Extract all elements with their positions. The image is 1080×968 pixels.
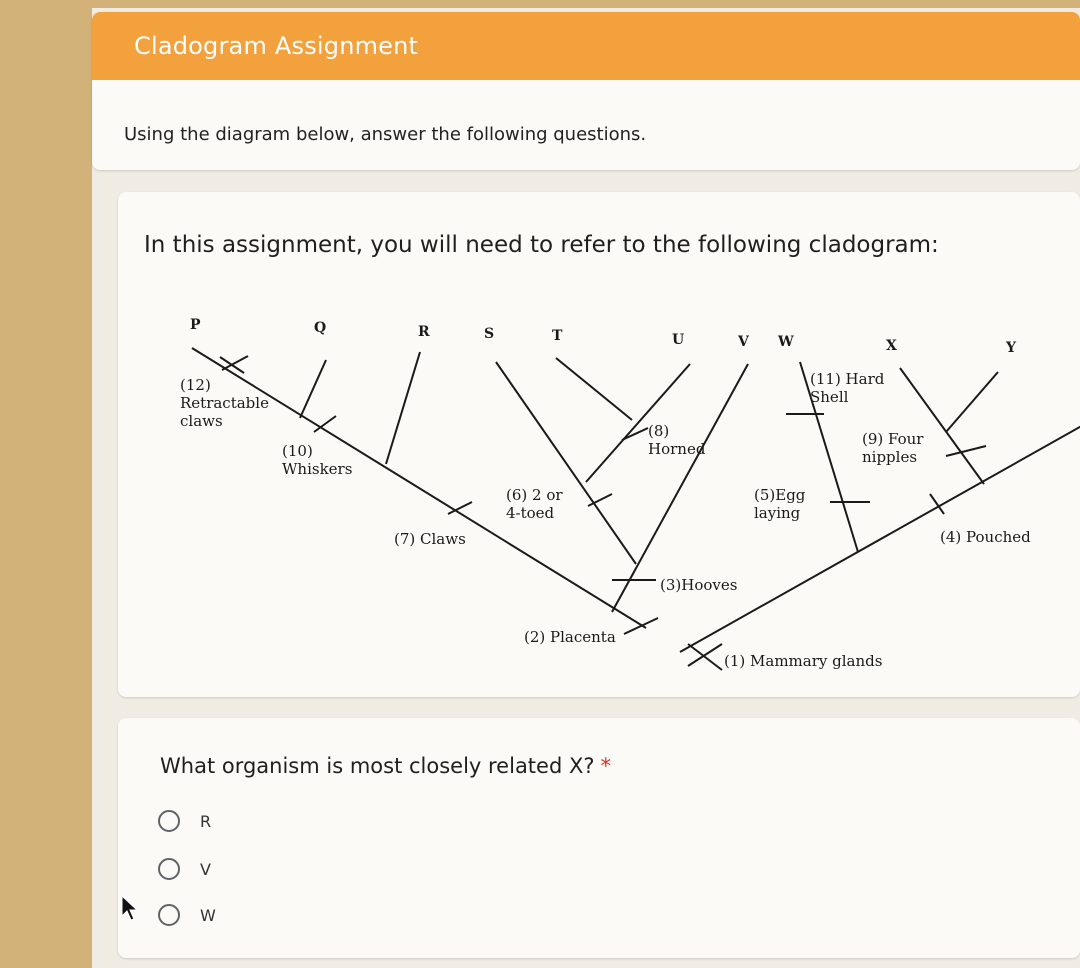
branch-y xyxy=(946,372,998,432)
trait-label-10: (10) xyxy=(282,442,313,460)
branch-u xyxy=(586,364,690,482)
trait-label-6: (6) 2 or xyxy=(506,486,563,504)
trait-mark-9 xyxy=(946,446,986,456)
section-intro-text: In this assignment, you will need to refer to the following cladogram: xyxy=(144,232,939,258)
trait-label-9-line2: nipples xyxy=(862,448,918,466)
form-description: Using the diagram below, answer the following questions. xyxy=(124,124,647,145)
trait-label-11: (11) Hard xyxy=(810,370,885,388)
branch-q xyxy=(300,360,326,418)
cladogram-lines xyxy=(192,348,1080,670)
taxon-v: V xyxy=(738,334,749,350)
trait-label-8: (8) xyxy=(648,422,670,440)
option-label: R xyxy=(200,811,212,831)
trait-label-5: (5)Egg xyxy=(754,486,806,504)
trait-label-12: (12) xyxy=(180,376,211,394)
branch-t xyxy=(556,358,632,420)
trait-mark-8 xyxy=(622,428,648,440)
taxon-r: R xyxy=(418,324,430,340)
radio-button[interactable] xyxy=(158,810,180,832)
form-header-bar xyxy=(92,12,1080,80)
trait-label-11-line2: Shell xyxy=(810,388,849,406)
trait-label-1: (1) Mammary glands xyxy=(724,652,883,670)
branch-x xyxy=(900,368,984,484)
taxon-x: X xyxy=(886,338,897,354)
option-label: W xyxy=(200,905,216,925)
trait-label-12-line3: claws xyxy=(180,412,223,430)
trait-mark-2 xyxy=(624,618,658,634)
branch-s xyxy=(496,362,636,564)
taxon-w: W xyxy=(778,334,794,350)
form-title: Cladogram Assignment xyxy=(134,32,419,60)
trait-label-3: (3)Hooves xyxy=(660,576,738,594)
taxon-s: S xyxy=(484,326,495,342)
option-r[interactable] xyxy=(158,810,211,832)
diagram-section-card xyxy=(118,192,1080,697)
taxon-q: Q xyxy=(314,320,327,336)
question-text: What organism is most closely related X? xyxy=(160,754,595,778)
option-w[interactable] xyxy=(158,904,216,926)
taxon-p: P xyxy=(190,317,201,333)
branch-r xyxy=(386,352,420,464)
taxon-t: T xyxy=(552,328,563,344)
trait-label-6-line2: 4-toed xyxy=(506,504,555,522)
option-label: V xyxy=(200,859,211,879)
trait-label-12-line2: Retractable xyxy=(180,394,269,412)
question-title xyxy=(160,754,611,778)
form-header-card xyxy=(92,12,1080,170)
trait-label-4: (4) Pouched xyxy=(940,528,1031,546)
question-card xyxy=(118,718,1080,958)
cladogram-diagram xyxy=(118,192,1080,697)
taxon-u: U xyxy=(672,332,685,348)
trait-label-7: (7) Claws xyxy=(394,530,466,548)
option-v[interactable] xyxy=(158,858,211,880)
taxon-y: Y xyxy=(1006,340,1016,356)
trait-label-2: (2) Placenta xyxy=(524,628,616,646)
branch-v xyxy=(612,364,748,612)
trait-label-8-line2: Horned xyxy=(648,440,706,458)
trait-label-9: (9) Four xyxy=(862,430,924,448)
mouse-cursor-icon xyxy=(120,894,142,922)
trait-label-10-line2: Whiskers xyxy=(282,460,353,478)
radio-button[interactable] xyxy=(158,858,180,880)
radio-button[interactable] xyxy=(158,904,180,926)
trait-label-5-line2: laying xyxy=(754,504,801,522)
main-branch-line xyxy=(192,348,646,628)
required-asterisk: * xyxy=(600,754,611,778)
